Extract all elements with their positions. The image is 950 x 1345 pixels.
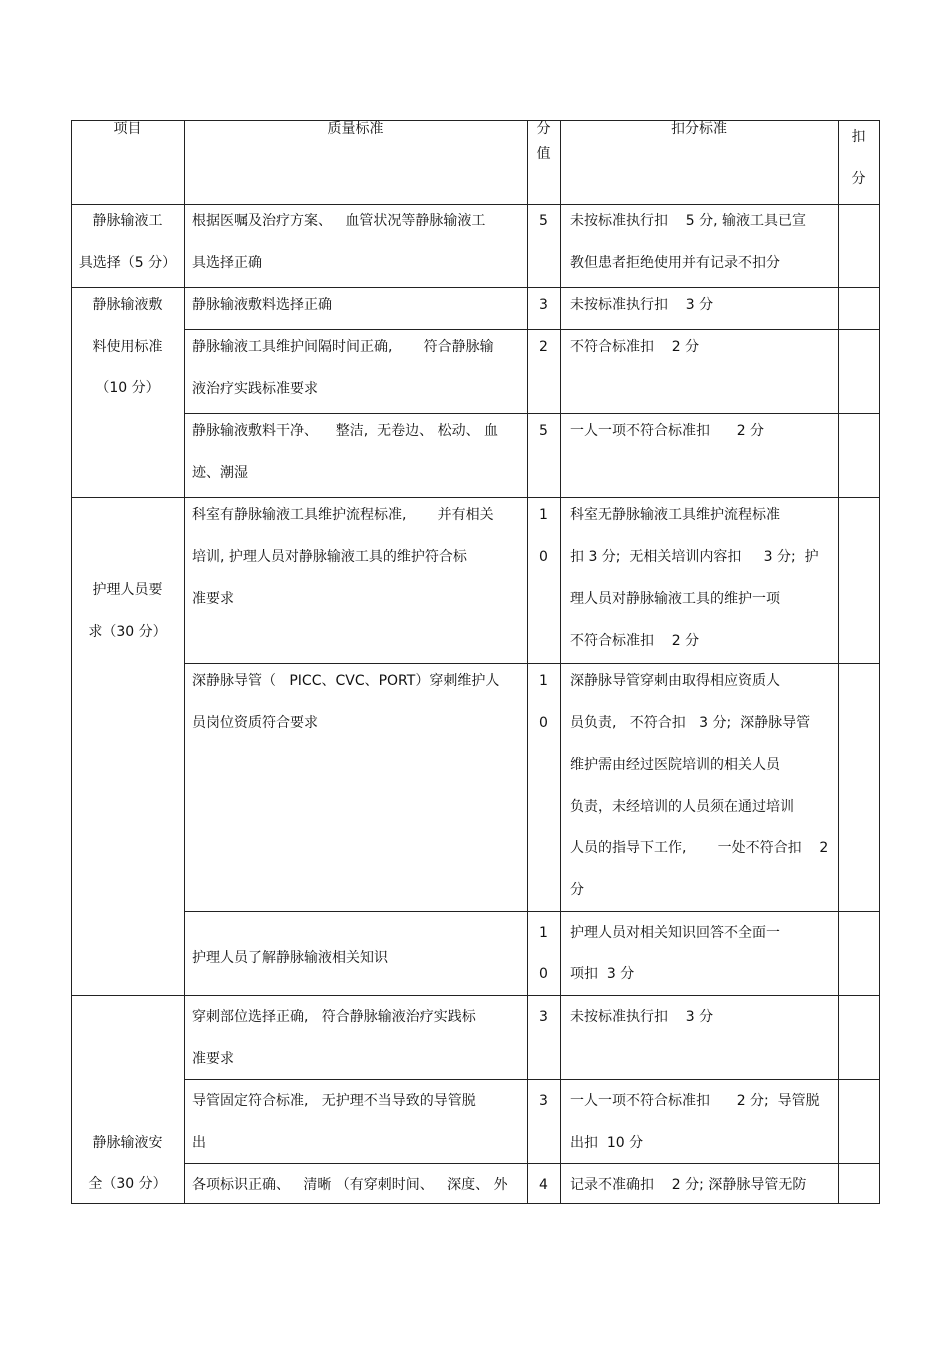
score-value: 0 (539, 715, 548, 731)
row-line (184, 329, 879, 330)
deduction-text: 未按标准执行扣 5 分, 输液工具已宣 (570, 213, 807, 229)
quality-text: 出 (192, 1135, 206, 1151)
column-line (527, 120, 528, 1204)
category-cell: 全（30 分） (88, 1176, 167, 1192)
score-value: 3 (539, 297, 548, 313)
deduction-text: 员负责, 不符合扣 3 分; 深静脉导管 (570, 715, 811, 731)
quality-text: 迹、潮湿 (192, 465, 248, 481)
deduction-text: 不符合标准扣 2 分 (570, 339, 700, 355)
score-value: 3 (539, 1009, 548, 1025)
quality-text: 培训, 护理人员对静脉输液工具的维护符合标 (192, 549, 467, 565)
deduction-text: 护理人员对相关知识回答不全面一 (570, 925, 780, 941)
quality-text: 静脉输液工具维护间隔时间正确, 符合静脉输 (192, 339, 494, 355)
deduction-text: 项扣 3 分 (570, 966, 635, 982)
quality-text: 深静脉导管（ PICC、CVC、PORT）穿刺维护人 (192, 673, 500, 689)
row-line (184, 663, 879, 664)
quality-text: 准要求 (192, 591, 234, 607)
row-line (184, 911, 879, 912)
category-cell: 静脉输液敷 (92, 297, 163, 313)
header-score: 分 (536, 121, 551, 137)
deduction-text: 出扣 10 分 (570, 1135, 644, 1151)
quality-text: 静脉输液敷料选择正确 (192, 297, 332, 313)
deduction-text: 负责，未经培训的人员须在通过培训 (570, 799, 794, 815)
quality-text: 液治疗实践标准要求 (192, 381, 318, 397)
score-value: 0 (539, 966, 548, 982)
quality-text: 科室有静脉输液工具维护流程标准, 并有相关 (192, 507, 494, 523)
score-value: 3 (539, 1093, 548, 1109)
deduction-text: 未按标准执行扣 3 分 (570, 1009, 714, 1025)
table-border-right (879, 120, 880, 1204)
header-deduction: 分 (851, 171, 866, 187)
header-bottom-line (71, 204, 879, 205)
deduction-text: 教但患者拒绝使用并有记录不扣分 (570, 255, 780, 271)
category-cell: 求（30 分） (88, 624, 167, 640)
deduction-text: 未按标准执行扣 3 分 (570, 297, 714, 313)
quality-text: 护理人员了解静脉输液相关知识 (192, 950, 388, 966)
row-line (71, 995, 879, 996)
row-line (184, 413, 879, 414)
deduction-text: 不符合标准扣 2 分 (570, 633, 700, 649)
score-value: 1 (539, 507, 548, 523)
deduction-text: 记录不准确扣 2 分; 深静脉导管无防 (570, 1177, 807, 1193)
header-deduction-standard: 扣分标准 (671, 121, 727, 137)
deduction-text: 一人一项不符合标准扣 2 分 (570, 423, 765, 439)
deduction-text: 一人一项不符合标准扣 2 分; 导管脱 (570, 1093, 820, 1109)
row-line (184, 1163, 879, 1164)
deduction-text: 理人员对静脉输液工具的维护一项 (570, 591, 780, 607)
header-item: 项目 (113, 121, 142, 137)
deduction-text: 扣 3 分; 无相关培训内容扣 3 分; 护 (570, 549, 819, 565)
quality-text: 穿刺部位选择正确, 符合静脉输液治疗实践标 (192, 1009, 476, 1025)
category-cell: 护理人员要 (92, 582, 163, 598)
column-line (838, 120, 839, 1204)
category-cell: （10 分） (95, 380, 160, 396)
category-cell: 静脉输液安 (92, 1135, 163, 1151)
header-score: 值 (536, 146, 551, 162)
header-quality-standard: 质量标准 (327, 121, 384, 137)
category-cell: 静脉输液工 (92, 213, 163, 229)
score-value: 1 (539, 925, 548, 941)
quality-text: 导管固定符合标准, 无护理不当导致的导管脱 (192, 1093, 476, 1109)
table-border-left (71, 120, 72, 1204)
category-cell: 料使用标准 (92, 339, 163, 355)
quality-text: 员岗位资质符合要求 (192, 715, 318, 731)
quality-text: 具选择正确 (192, 255, 262, 271)
score-value: 1 (539, 673, 548, 689)
score-value: 5 (539, 213, 548, 229)
row-line (184, 1079, 879, 1080)
column-line (184, 120, 185, 1204)
score-value: 5 (539, 423, 548, 439)
deduction-text: 科室无静脉输液工具维护流程标准 (570, 507, 780, 523)
score-value: 2 (539, 339, 548, 355)
score-value: 4 (539, 1177, 548, 1193)
deduction-text: 深静脉导管穿刺由取得相应资质人 (570, 673, 780, 689)
category-cell: 具选择（5 分） (78, 255, 177, 271)
quality-text: 静脉输液敷料干净、 整洁, 无卷边、 松动、 血 (192, 423, 499, 439)
quality-text: 各项标识正确、 清晰 （有穿刺时间、 深度、 外 (192, 1177, 508, 1193)
quality-text: 准要求 (192, 1051, 234, 1067)
score-value: 0 (539, 549, 548, 565)
deduction-text: 人员的指导下工作, 一处不符合扣 2 (570, 840, 829, 856)
header-deduction: 扣 (851, 129, 866, 145)
quality-text: 根据医嘱及治疗方案、 血管状况等静脉输液工 (192, 213, 486, 229)
row-line (71, 497, 879, 498)
table-border-bottom (71, 1203, 879, 1204)
deduction-text: 维护需由经过医院培训的相关人员 (570, 757, 780, 773)
row-line (71, 287, 879, 288)
deduction-text: 分 (570, 882, 584, 898)
column-line (560, 120, 561, 1204)
